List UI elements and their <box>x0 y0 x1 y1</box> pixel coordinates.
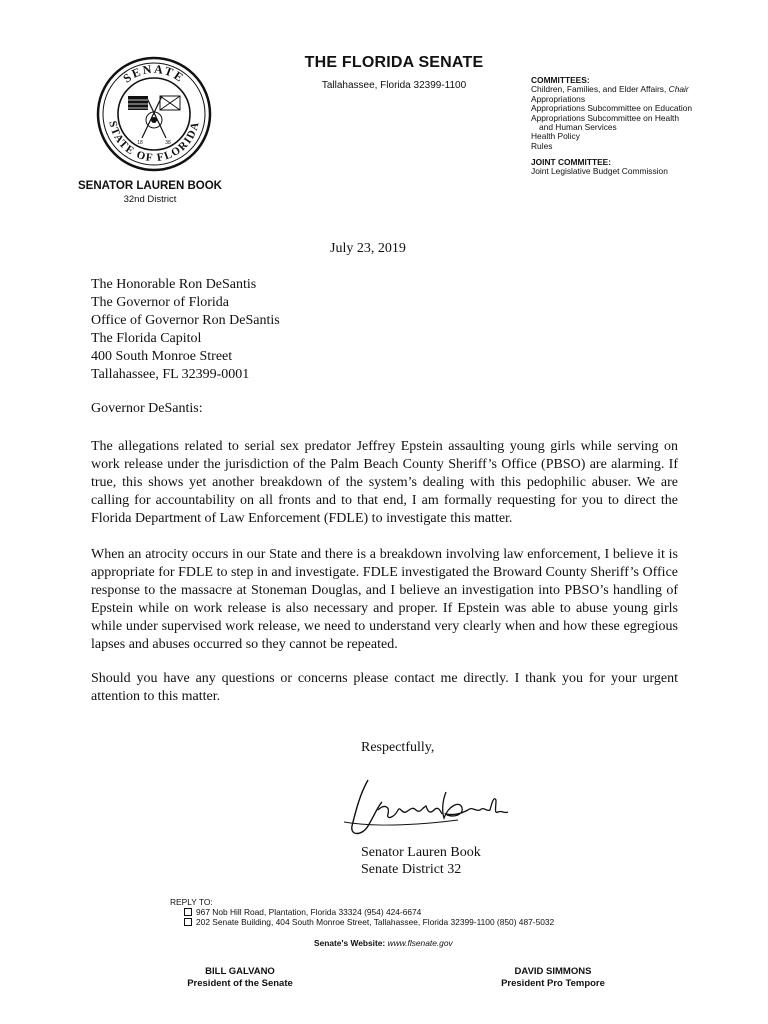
senate-title: THE FLORIDA SENATE <box>304 54 484 71</box>
body-paragraph-3: Should you have any questions or concerns please contact me directly. I thank you for your urgent attention to this matter. <box>91 671 678 704</box>
website-link[interactable]: www.flsenate.gov <box>387 938 453 948</box>
capitol-office-address: 202 Senate Building, 404 South Monroe Street, Tallahassee, Florida 32399-1100 (850) 487-5032 <box>196 917 555 927</box>
salutation: Governor DeSantis: <box>91 401 203 416</box>
body-paragraph-1: The allegations related to serial sex predator Jeffrey Epstein assaulting young girls while serving on work release under the jurisdiction of the Palm Beach County Sheriff’s Office (PBSO) are alarming. If true, this shows yet another breakdown of the system’s dealing with this pedophilic abuser. We are calling for accountability on all fronts and to that end, I am formally requesting for you to direct the Florida Department of Law Enforcement (FDLE) to investigate this matter. <box>91 439 678 526</box>
closing: Respectfully, <box>361 740 435 755</box>
letter-date: July 23, 2019 <box>330 241 406 256</box>
pro-tempore-title: President Pro Tempore <box>501 978 605 989</box>
committee-item: and Human Services <box>539 122 617 133</box>
pro-tempore-name: DAVID SIMMONS <box>514 966 592 977</box>
seal-bottom-text: STATE OF FLORIDA <box>106 119 202 165</box>
senator-district: 32nd District <box>123 194 177 205</box>
recipient-line: Office of Governor Ron DeSantis <box>91 313 280 328</box>
recipient-line: Tallahassee, FL 32399-0001 <box>91 367 250 382</box>
committees-block <box>531 76 731 151</box>
committee-item: Rules <box>531 140 553 151</box>
committee-item: Appropriations <box>531 93 586 104</box>
checkbox-square-icon <box>184 918 192 926</box>
reply-to-label: REPLY TO: <box>170 897 213 907</box>
joint-committee-heading: JOINT COMMITTEE: <box>531 157 612 167</box>
handwritten-signature <box>338 766 514 846</box>
joint-committee-item: Joint Legislative Budget Commission <box>531 166 668 177</box>
committee-item-label: Children, Families, and Elder Affairs, <box>531 84 667 95</box>
recipient-line: The Honorable Ron DeSantis <box>91 277 257 292</box>
signer-name: Senator Lauren Book <box>361 845 481 860</box>
seal-top-text: SENATE <box>120 61 188 86</box>
reply-to-block <box>170 897 554 927</box>
committees-heading: COMMITTEES: <box>531 75 590 85</box>
recipient-line: The Florida Capitol <box>91 331 202 346</box>
recipient-line: The Governor of Florida <box>91 295 230 310</box>
chair-label: Chair <box>668 84 689 95</box>
president-name: BILL GALVANO <box>205 966 275 977</box>
recipient-address <box>91 276 280 384</box>
seal-flags-emblem <box>128 96 180 138</box>
president-title: President of the Senate <box>187 978 293 989</box>
reply-address-row <box>170 907 554 917</box>
recipient-line: 400 South Monroe Street <box>91 349 233 364</box>
senate-address: Tallahassee, Florida 32399-1100 <box>321 80 467 91</box>
florida-senate-seal <box>96 56 212 172</box>
signer-district: Senate District 32 <box>361 862 462 877</box>
district-office-address: 967 Nob Hill Road, Plantation, Florida 33324 (954) 424-6674 <box>196 907 422 917</box>
senator-name: SENATOR LAUREN BOOK <box>78 180 222 192</box>
body-paragraph-2: When an atrocity occurs in our State and there is a breakdown involving law enforcement, I believe it is appropriate for FDLE to step in and investigate. FDLE investigated the Broward County Sheriff’s Office response to the massacre at Stoneman Douglas, and I believe an investigation into PBSO’s handling of Epstein while on work release is also necessary and proper. If Epstein was able to abuse young girls while under supervised work release, we need to understand very clearly when and how these egregious lapses and abuses occurred so they cannot be repeated. <box>91 547 678 652</box>
committee-item: Appropriations Subcommittee on Education <box>531 103 693 114</box>
svg-text:SENATE <box>120 62 187 86</box>
seal-year-left: 18 <box>137 140 143 146</box>
seal-year-right: 38 <box>165 140 171 146</box>
website-label: Senate's Website: <box>314 938 386 948</box>
committee-item: Health Policy <box>531 131 580 142</box>
senate-website <box>314 938 453 948</box>
reply-address-row <box>170 917 554 927</box>
committee-item: Appropriations Subcommittee on Health <box>531 112 680 123</box>
checkbox-square-icon <box>184 908 192 916</box>
joint-committee-block <box>531 158 731 177</box>
